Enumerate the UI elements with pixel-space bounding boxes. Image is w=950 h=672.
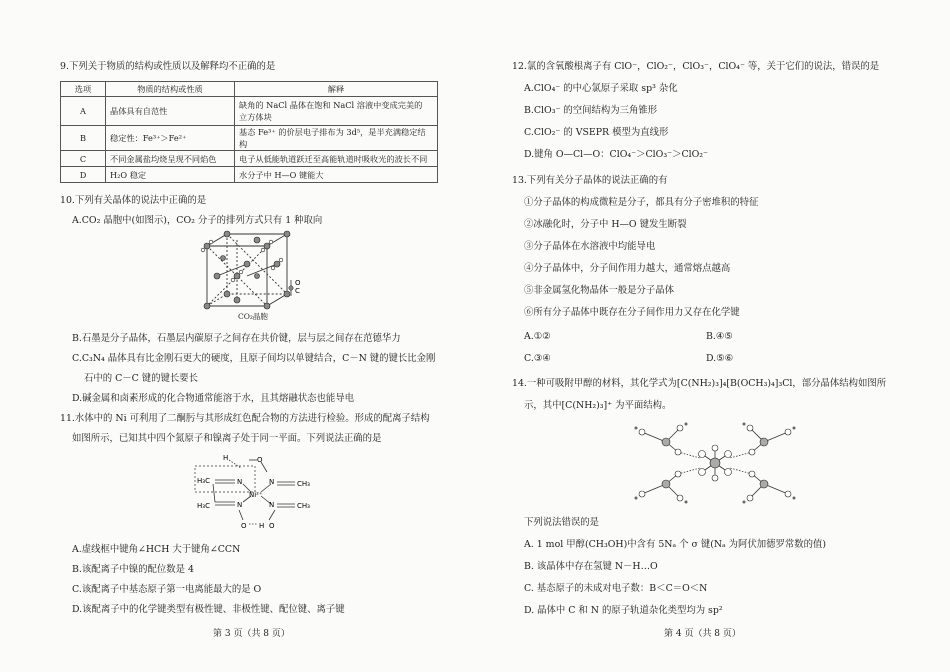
table-row [61, 167, 438, 183]
ni-ch3-label: CH₃ [297, 502, 310, 510]
q10-option-c: C.C₃N₄ 晶体具有比金刚石更大的硬度，且原子间均以单键结合，C－N 键的键长比金刚 [72, 353, 436, 364]
table-cell: 基态 Fe³⁺ 的价层电子排布为 3d⁵，是半充满稳定结构 [235, 126, 438, 151]
q11-option-b: B.该配离子中镍的配位数是 4 [72, 564, 194, 575]
q14-option-d: D. 晶体中 C 和 N 的原子轨道杂化类型均为 sp² [524, 605, 723, 616]
q9-stem: 9.下列关于物质的结构或性质以及解释均不正确的是 [60, 61, 276, 72]
table-cell: C [61, 151, 106, 167]
q13-item: ①分子晶体的构成微粒是分子，都具有分子密堆积的特征 [524, 197, 759, 208]
table-cell: A [61, 97, 106, 126]
q11-option-d: D.该配离子中的化学键类型有极性键、非极性键、配位键、离子键 [72, 604, 345, 615]
q9-table [60, 81, 438, 183]
ni-n-label: N [237, 478, 243, 486]
q13-option-d: D.⑤⑥ [706, 353, 733, 364]
q13-item: ⑥所有分子晶体中既存在分子间作用力又存在化学键 [524, 307, 740, 318]
q11-option-a: A.虚线框中键角∠HCH 大于键角∠CCN [72, 544, 241, 555]
table-cell: H₂O 稳定 [106, 167, 235, 183]
q10-option-d: D.碱金属和卤素形成的化合物通常能溶于水，且其熔融状态也能导电 [72, 393, 355, 404]
ni-ch3-label: CH₃ [297, 480, 310, 488]
q12-stem: 12.氯的含氧酸根离子有 ClO⁻，ClO₂⁻，ClO₃⁻，ClO₄⁻ 等，关于它们的说法，错误的是 [512, 61, 880, 72]
table-header: 选项 [61, 82, 106, 97]
table-cell: B [61, 126, 106, 151]
q13-stem: 13.下列有关分子晶体的说法正确的有 [512, 175, 668, 186]
co2-caption: CO₂晶胞 [238, 312, 268, 321]
ni-ion-label: Ni²⁺ [249, 491, 263, 499]
q13-option-b: B.④⑤ [706, 331, 733, 342]
ni-n-label: N [269, 478, 275, 486]
table-cell-line: 缺角的 NaCl 晶体在饱和 NaCl 溶液中变成完美的 [239, 100, 423, 110]
ni-o-label: O [269, 522, 275, 530]
page-number: 第 4 页（共 8 页） [664, 629, 741, 639]
q13-item: ③分子晶体在水溶液中均能导电 [524, 241, 656, 252]
table-header: 物质的结构或性质 [106, 82, 235, 97]
ni-complex-figure [185, 450, 325, 534]
q10-option-c-cont: 石中的 C－C 键的键长要长 [84, 373, 199, 384]
table-cell: 稳定性：Fe³⁺＞Fe²⁺ [106, 126, 235, 151]
table-row [61, 97, 438, 126]
q11-stem-cont: 如图所示，已知其中四个氮原子和镍离子处于同一平面。下列说法正确的是 [72, 433, 382, 444]
ni-n-label: N [237, 501, 243, 509]
ni-h3c-label: H₃C [197, 502, 210, 510]
q13-option-c: C.③④ [524, 353, 551, 364]
table-cell: 不同金属盐均烧呈现不同焰色 [106, 151, 235, 167]
q12-option-d: D.键角 O—Cl—O：ClO₄⁻＞ClO₃⁻＞ClO₂⁻ [524, 149, 709, 160]
table-cell: 电子从低能轨道跃迁至高能轨道时吸收光的波长不同 [235, 151, 438, 167]
ni-h3c-label: H₃C [197, 477, 210, 485]
q14-stem: 14.一种可吸附甲醇的材料，其化学式为[C(NH₂)₃]₄[B(OCH₃)₄]₃Cl，部分晶体结构如图所 [512, 378, 887, 389]
ni-o-label: O [241, 522, 247, 530]
q10-option-b: B.石墨是分子晶体，石墨层内碳原子之间存在共价键，层与层之间存在范德华力 [72, 333, 401, 344]
page-number: 第 3 页（共 8 页） [213, 629, 290, 639]
q14-option-a: A. 1 mol 甲醇(CH₃OH)中含有 5Nₐ 个 σ 键(Nₐ 为阿伏加德罗常数的值) [524, 539, 827, 550]
q12-option-b: B.ClO₃⁻ 的空间结构为三角锥形 [524, 105, 658, 116]
q13-option-a: A.①② [524, 331, 551, 342]
ni-n-label: N [269, 501, 275, 509]
ni-h-label: H [223, 454, 229, 462]
q12-option-c: C.ClO₂⁻ 的 VSEPR 模型为直线形 [524, 127, 669, 138]
q13-item: ④分子晶体中，分子间作用力越大，通常熔点越高 [524, 263, 731, 274]
q10-option-a: A.CO₂ 晶胞中(如图示)，CO₂ 分子的排列方式只有 1 种取向 [72, 215, 323, 226]
q13-item: ⑤非金属氢化物晶体一般是分子晶体 [524, 285, 675, 296]
table-cell: 晶体具有自范性 [106, 97, 235, 126]
co2-o-label: O [295, 279, 301, 287]
table-cell: D [61, 167, 106, 183]
table-header: 解释 [235, 82, 438, 97]
q13-item: ②冰融化时，分子中 H—O 键发生断裂 [524, 219, 687, 230]
q14-stem-cont: 示，其中[C(NH₂)₃]⁺ 为平面结构。 [524, 400, 672, 411]
q11-stem: 11.水体中的 Ni 可利用了二酮肟与其形成红色配合物的方法进行检验。形成的配离子结构 [60, 413, 430, 424]
q12-option-a: A.ClO₄⁻ 的中心氯原子采取 sp³ 杂化 [524, 83, 678, 94]
table-row [61, 151, 438, 167]
q14-option-b: B. 该晶体中存在氢键 N－H…O [524, 561, 658, 572]
table-cell-line: 立方体块 [239, 112, 272, 122]
q14-option-c: C. 基态原子的未成对电子数：B＜C＝O＜N [524, 583, 708, 594]
table-cell [235, 97, 438, 126]
q14-substem: 下列说法错误的是 [524, 517, 600, 528]
ni-o-top-label: O [257, 456, 263, 464]
crystal-structure-figure [630, 418, 800, 508]
q11-option-c: C.该配离子中基态原子第一电离能最大的是 O [72, 584, 262, 595]
ni-h-label: H [259, 522, 265, 530]
table-header-row [61, 82, 438, 97]
q10-stem: 10.下列有关晶体的说法中正确的是 [60, 195, 207, 206]
table-row [61, 126, 438, 151]
co2-c-label: C [295, 287, 300, 295]
table-cell: 水分子中 H—O 键能大 [235, 167, 438, 183]
